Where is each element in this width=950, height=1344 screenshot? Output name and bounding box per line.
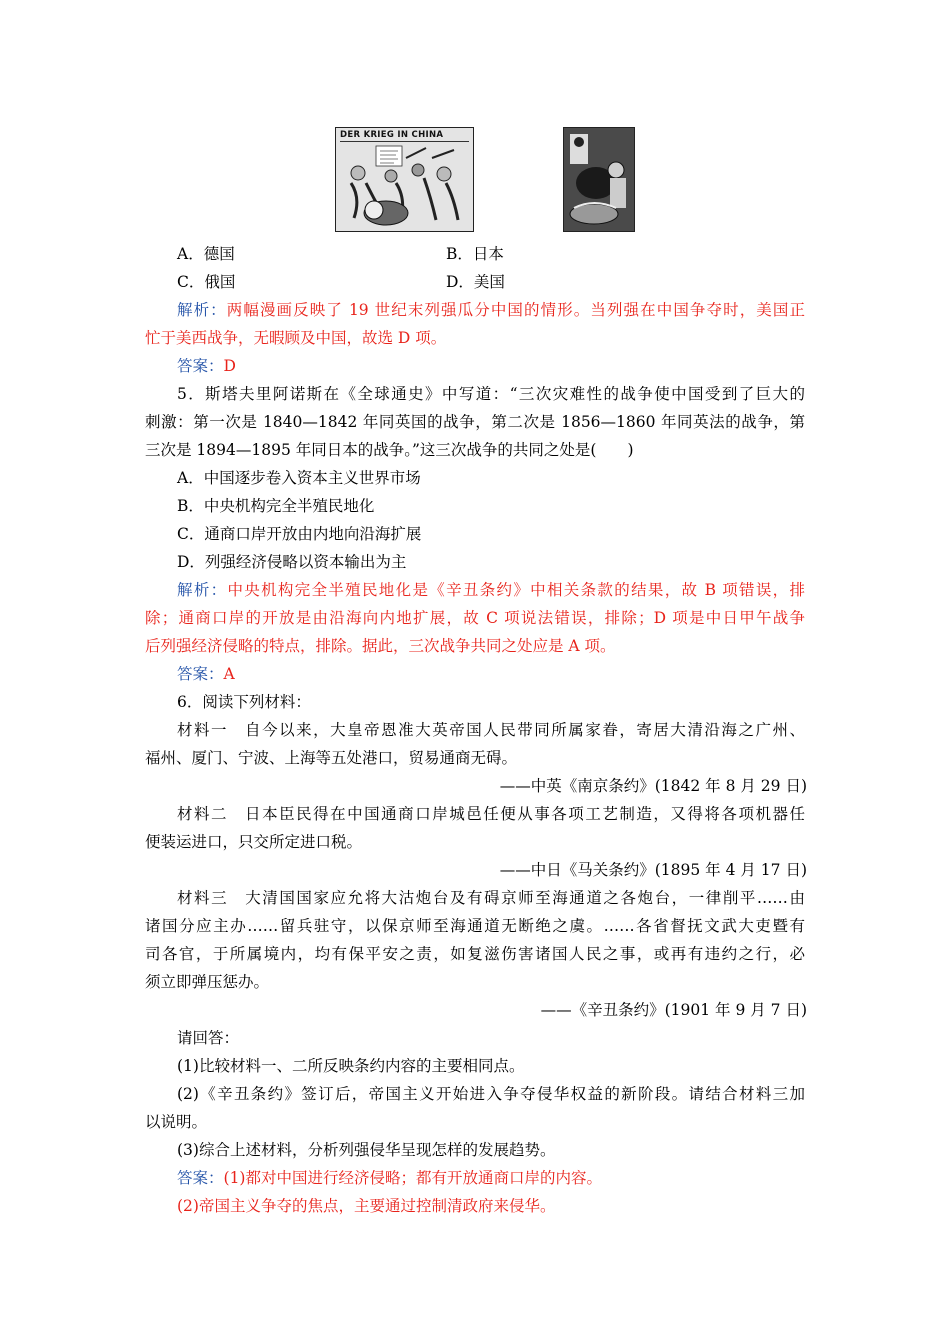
cartoon-image-left: [335, 127, 474, 232]
q6-ask-1: (1)比较材料一、二所反映条约内容的主要相同点。: [177, 1057, 525, 1075]
q6-answer-2: (2)帝国主义争夺的焦点，主要通过控制清政府来侵华。: [177, 1197, 556, 1215]
cartoon-drawing-right: [564, 128, 634, 231]
q4-analysis-line-1: 解析：两幅漫画反映了 19 世纪末列强瓜分中国的情形。当列强在中国争夺时，美国正: [177, 301, 805, 319]
q6-material-2-line-1: 材料二 日本臣民得在中国通商口岸城邑任便从事各项工艺制造，又得将各项机器任: [177, 805, 805, 823]
q5-analysis-line-3: 后列强经济侵略的特点，排除。据此，三次战争共同之处应是 A 项。: [145, 637, 616, 655]
analysis-label: 解析：: [177, 581, 228, 599]
cartoon-caption: DER KRIEG IN CHINA: [340, 130, 444, 140]
answer-label: 答案：: [177, 357, 224, 375]
q5-option-c: C．通商口岸开放由内地向沿海扩展: [177, 525, 422, 543]
q6-material-1-line-1: 材料一 自今以来，大皇帝恩准大英帝国人民带同所属家眷，寄居大清沿海之广州、: [177, 721, 805, 739]
q5-stem-line-2: 刺激：第一次是 1840—1842 年同英国的战争，第二次是 1856—1860 年同英法的战争，第: [145, 413, 805, 431]
analysis-label: 解析：: [177, 301, 227, 319]
q6-answer-1: 答案：(1)都对中国进行经济侵略；都有开放通商口岸的内容。: [177, 1169, 602, 1187]
q5-analysis-line-2: 除；通商口岸的开放是由沿海向内地扩展，故 C 项说法错误，排除；D 项是中日甲午战争: [145, 609, 805, 627]
q6-material-1-line-2: 福州、厦门、宁波、上海等五处港口，贸易通商无碍。: [145, 749, 518, 767]
q5-stem-line-1: 5．斯塔夫里阿诺斯在《全球通史》中写道：“三次灾难性的战争使中国受到了巨大的: [177, 385, 805, 403]
q5-option-a: A．中国逐步卷入资本主义世界市场: [177, 469, 421, 487]
q6-material-1-source: ——中英《南京条约》(1842 年 8 月 29 日): [499, 777, 807, 795]
q6-material-3-line-2: 诸国分应主办……留兵驻守，以保京师至海通道无断绝之虞。……各省督抚文武大吏暨有: [145, 917, 805, 935]
q6-material-3-line-1: 材料三 大清国国家应允将大沽炮台及有碍京师至海通道之各炮台，一律削平……由: [177, 889, 805, 907]
q5-answer: 答案：A: [177, 665, 235, 683]
q4-analysis-line-2: 忙于美西战争，无暇顾及中国，故选 D 项。: [145, 329, 447, 347]
q6-ask-2-line-1: (2)《辛丑条约》签订后，帝国主义开始进入争夺侵华权益的新阶段。请结合材料三加: [177, 1085, 805, 1103]
q6-material-3-source: ——《辛丑条约》(1901 年 9 月 7 日): [540, 1001, 807, 1019]
q4-option-d: D．美国: [446, 273, 505, 291]
q6-material-2-source: ——中日《马关条约》(1895 年 4 月 17 日): [499, 861, 807, 879]
cartoon-image-right: [563, 127, 635, 232]
answer-label: 答案：: [177, 1169, 224, 1187]
q5-stem-line-3: 三次是 1894—1895 年同日本的战争。”这三次战争的共同之处是( ): [145, 441, 634, 459]
q6-ask-3: (3)综合上述材料，分析列强侵华呈现怎样的发展趋势。: [177, 1141, 556, 1159]
q5-analysis-line-1: 解析：中央机构完全半殖民地化是《辛丑条约》中相关条款的结果，故 B 项错误，排: [177, 581, 805, 599]
q6-stem: 6．阅读下列材料：: [177, 693, 311, 711]
q6-material-3-line-4: 须立即弹压惩办。: [145, 973, 270, 991]
q5-option-b: B．中央机构完全半殖民地化: [177, 497, 375, 515]
q4-answer: 答案：D: [177, 357, 236, 375]
q4-option-a: A．德国: [177, 245, 235, 263]
q4-option-b: B．日本: [446, 245, 504, 263]
q4-option-c: C．俄国: [177, 273, 236, 291]
q6-material-3-line-3: 司各官，于所属境内，均有保平安之责，如复滋伤害诸国人民之事，或再有违约之行，必: [145, 945, 805, 963]
answer-label: 答案：: [177, 665, 224, 683]
cartoon-drawing: [336, 128, 473, 231]
q5-option-d: D．列强经济侵略以资本输出为主: [177, 553, 407, 571]
q6-ask: 请回答：: [177, 1029, 240, 1047]
q6-ask-2-line-2: 以说明。: [145, 1113, 208, 1131]
q6-material-2-line-2: 便装运进口，只交所定进口税。: [145, 833, 363, 851]
